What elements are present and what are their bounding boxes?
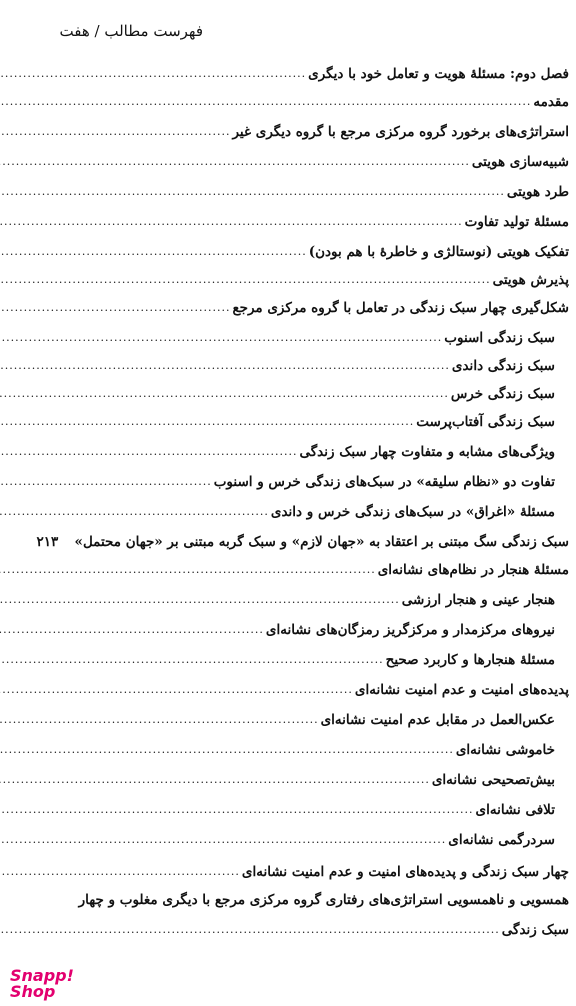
toc-entry [78,798,555,818]
toc-entry-title: سبک زندگی آفتاب‌پرست [416,414,555,430]
toc-entry-title: تفاوت دو «نظام سلیقه» در سبک‌های زندگی خرس و اسنوب [213,474,555,490]
toc-entry-title: استراتژی‌های برخورد گروه مرکزی مرجع با گروه دیگری غیر [232,124,569,140]
logo-line-2: Shop [10,982,56,1001]
toc-entry-title: پدیده‌های امنیت و عدم امنیت نشانه‌ای [354,682,569,698]
toc-entry-title: تفکیک هویتی (نوستالژی و خاطرهٔ با هم بودن) [308,244,569,260]
toc-entry [78,240,569,260]
toc-entry-title: مسئلهٔ «اغراق» در سبک‌های زندگی خرس و داندی [270,504,555,520]
toc-leader-dots [0,332,442,346]
toc-leader-dots [0,654,384,668]
toc-entry [36,530,569,550]
toc-entry [78,860,569,880]
toc-entry [78,268,569,288]
toc-leader-dots [0,274,491,288]
toc-entry-title: فصل دوم: مسئلهٔ هویت و تعامل خود با دیگری [308,66,569,82]
toc-entry [78,210,569,230]
toc-leader-dots [0,68,306,82]
toc-entry [78,326,555,346]
toc-entry [78,180,569,200]
toc-entry [78,470,555,490]
toc-entry [78,410,555,430]
toc-leader-dots [0,774,430,788]
toc-entry [78,588,555,608]
toc-leader-dots [0,804,474,818]
toc-leader-dots [0,924,500,938]
toc-entry-title: پذیرش هویتی [492,272,569,288]
toc-entry [78,296,569,316]
toc-entry-title: سبک زندگی [501,922,569,938]
toc-entry [78,150,569,170]
toc-leader-dots [0,360,450,374]
toc-entry-title: شکل‌گیری چهار سبک زندگی در تعامل با گروه مرکزی مرجع [232,300,569,316]
toc-entry-title: مسئلهٔ هنجار در نظام‌های نشانه‌ای [377,562,569,578]
toc-leader-dots [0,714,319,728]
toc-leader-dots [0,506,269,520]
toc-leader-dots [0,186,505,200]
page-header: فهرست مطالب / هفت [59,22,203,40]
toc-leader-dots [0,446,298,460]
toc-leader-dots [0,96,531,110]
toc-entry [78,618,555,638]
toc-entry [78,120,569,140]
toc-entry-title: شبیه‌سازی هویتی [471,154,569,170]
toc-leader-dots [0,594,400,608]
snappshop-logo [10,968,74,1000]
toc-leader-dots [0,416,414,430]
toc-entry [78,888,569,908]
toc-leader-dots [0,684,353,698]
toc-leader-dots [0,388,449,402]
toc-entry-title: هنجار عینی و هنجار ارزشی [401,592,555,608]
toc-entry-title: سبک زندگی سگ مبتنی بر اعتقاد به «جهان لازم» و سبک گربه مبتنی بر «جهان محتمل» [74,534,569,550]
toc-leader-dots [0,866,240,880]
toc-entry [78,738,555,758]
toc-entry [78,558,569,578]
toc-entry-title: همسویی و ناهمسویی استراتژی‌های رفتاری گروه مرکزی مرجع با دیگری مغلوب و چهار [78,892,569,908]
toc-entry-title: تلافی نشانه‌ای [475,802,555,818]
toc-entry [78,90,569,110]
toc-leader-dots [0,302,230,316]
toc-entry [78,828,555,848]
toc-entry [78,500,555,520]
toc-entry-title: خاموشی نشانه‌ای [455,742,555,758]
toc-leader-dots [0,834,446,848]
toc-entry-title: مسئلهٔ هنجارها و کاربرد صحیح [385,652,555,668]
toc-entry-page: ۲۱۳ [36,534,59,550]
toc-entry-title: عکس‌العمل در مقابل عدم امنیت نشانه‌ای [320,712,555,728]
toc-leader-dots [0,126,230,140]
toc-leader-dots [0,476,212,490]
logo-line-1: Snapp! [10,966,74,985]
toc-entry [78,768,555,788]
toc-leader-dots [0,564,376,578]
toc-entry [78,648,555,668]
toc-leader-dots [0,216,463,230]
toc-entry-title: سردرگمی نشانه‌ای [448,832,555,848]
toc-entry-title: طرد هویتی [506,184,569,200]
toc-entry [78,62,569,82]
toc-entry-title: ویژگی‌های مشابه و متفاوت چهار سبک زندگی [299,444,555,460]
toc-entry-title: سبک زندگی اسنوب [444,330,555,346]
toc-entry-title: نیروهای مرکزمدار و مرکزگریز رمزگان‌های نشانه‌ای [265,622,555,638]
toc-entry-title: سبک زندگی خرس [450,386,555,402]
toc-entry-title: بیش‌تصحیحی نشانه‌ای [431,772,555,788]
toc-entry [78,382,555,402]
toc-entry [78,918,569,938]
toc-entry [78,678,569,698]
toc-entry-title: چهار سبک زندگی و پدیده‌های امنیت و عدم امنیت نشانه‌ای [241,864,569,880]
toc-entry-title: مسئلهٔ تولید تفاوت [464,214,569,230]
toc-entry [78,440,555,460]
toc-entry-title: سبک زندگی داندی [451,358,555,374]
toc-entry [78,708,555,728]
toc-leader-dots [0,744,454,758]
toc-entry [78,354,555,374]
toc-leader-dots [0,156,470,170]
toc-leader-dots [0,246,307,260]
toc-entry-title: مقدمه [533,94,569,110]
toc-leader-dots [0,624,264,638]
